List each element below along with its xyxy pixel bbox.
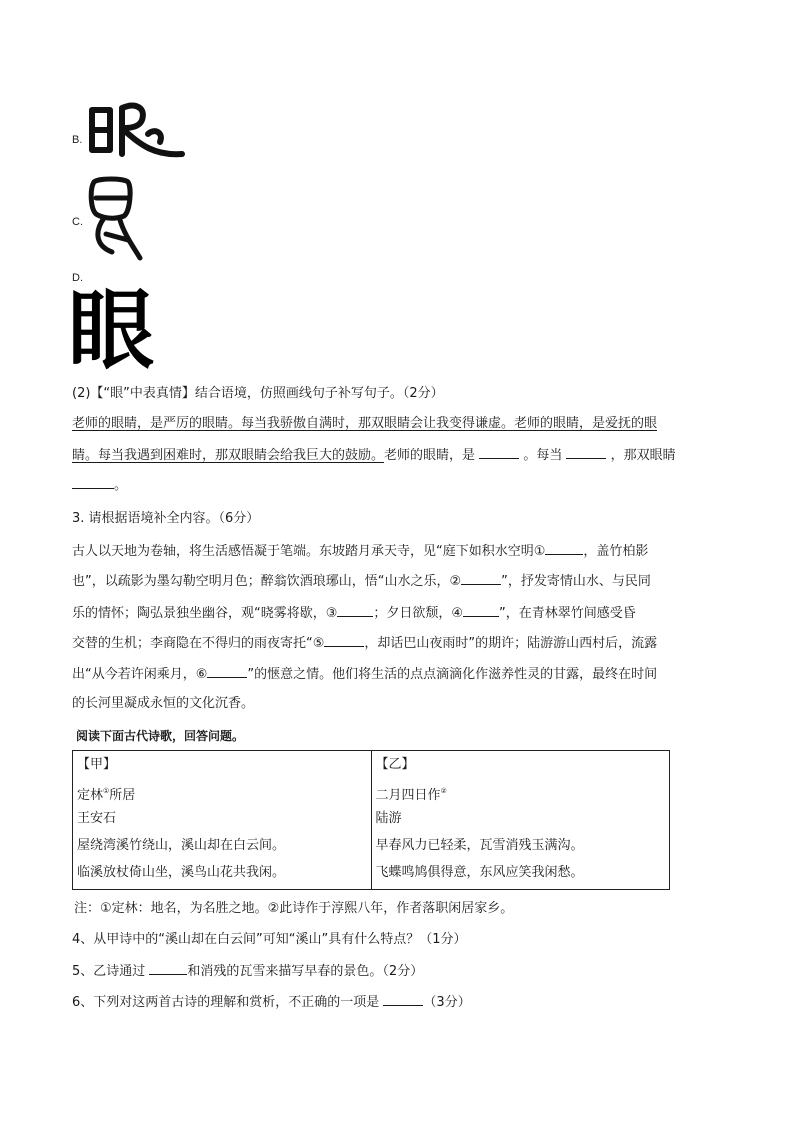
poem-yi-line-1: 早春风力已轻柔，瓦雪消残玉满沟。 (375, 838, 584, 853)
question-6 (72, 993, 471, 1011)
q3-text: ；夕日欲颓，④ (373, 606, 464, 621)
q3-blank-6[interactable] (207, 665, 247, 678)
option-d-label: D. (72, 272, 83, 284)
q6-text: 6、下列对这两首古诗的理解和赏析，不正确的一项是 (72, 995, 380, 1010)
poem-jia-line-2: 临溪放杖倚山坐，溪鸟山花共我闲。 (77, 865, 286, 880)
q3-text: ”，抒发寄情山水、与民同 (501, 574, 651, 589)
q3-text: ”的惬意之情。他们将生活的点点滴滴化作滋养性灵的甘露，最终在时间 (247, 667, 658, 682)
note-marker: ① (103, 787, 110, 795)
note-marker: ② (440, 787, 447, 795)
q5-text: 5、乙诗通过 (72, 964, 146, 979)
q3-blank-4[interactable] (463, 604, 499, 617)
q2-line-3 (72, 476, 127, 494)
q2-blank-1[interactable] (479, 446, 519, 459)
poem-yi-cell (371, 751, 670, 890)
q2-text: 。每当 (523, 448, 563, 463)
q2-heading: (2)【“眼”中表真情】结合语境，仿照画线句子补写句子。（2分） (72, 386, 444, 401)
q3-text: 也”，以疏影为墨勾勒空明月色；醉翁饮酒琅琊山，悟“山水之乐，② (72, 574, 462, 589)
q3-line-5 (72, 665, 657, 683)
poem-jia-title (77, 778, 371, 805)
poem-jia-author: 王安石 (77, 811, 117, 826)
q2-line-2 (72, 446, 676, 464)
poem-yi-tag: 【乙】 (375, 757, 415, 772)
q3-text: 乐的情怀；陶弘景独坐幽谷，观“晓雾将歇，③ (72, 606, 338, 621)
option-c-glyph-image (84, 174, 144, 264)
option-b-label: B. (72, 134, 83, 146)
q3-blank-5[interactable] (324, 634, 364, 647)
q5-text: 和消残的瓦雪来描写早春的景色。（2分） (187, 964, 424, 979)
question-4: 4、从甲诗中的“溪山却在白云间”可知“溪山”具有什么特点？（1分） (72, 932, 467, 947)
poem-jia-line-1: 屋绕湾溪竹绕山，溪山却在白云间。 (77, 838, 286, 853)
q5-blank[interactable] (149, 962, 187, 975)
q3-line-3 (72, 604, 636, 622)
q3-blank-1[interactable] (545, 542, 583, 555)
question-5 (72, 962, 423, 980)
poem-jia-title-text: 定林 (77, 788, 104, 803)
q2-text: 。 (114, 478, 128, 493)
poem-jia-cell (73, 751, 372, 890)
q3-line-2 (72, 572, 651, 590)
q3-text: 交替的生机；李商隐在不得归的雨夜寄托“⑤ (72, 636, 325, 651)
q6-blank[interactable] (383, 993, 423, 1006)
poem-yi-title-text: 二月四日作 (375, 788, 441, 803)
q3-text: ，盖竹柏影 (583, 544, 649, 559)
q3-text: ”，在青林翠竹间感受昏 (499, 606, 636, 621)
poem-yi-line-2: 飞蝶鸣鸠俱得意，东风应笑我闲愁。 (375, 865, 584, 880)
q3-line-6: 的长河里凝成永恒的文化沉香。 (72, 696, 255, 711)
poem-yi-title (376, 778, 670, 805)
poem-note: 注：①定林：地名，为名胜之地。②此诗作于淳熙八年，作者落职闲居家乡。 (74, 901, 514, 916)
q2-underlined-line-1: 老师的眼睛，是严厉的眼睛。每当我骄傲自满时，那双眼睛会让我变得谦虚。老师的眼睛，是爱抚的眼 (72, 416, 658, 431)
reading-heading: 阅读下面古代诗歌，回答问题。 (76, 729, 245, 743)
option-b-glyph-image (84, 98, 188, 168)
q2-text: 老师的眼睛，是 (384, 448, 476, 463)
poem-jia-title-rest: 所居 (109, 788, 136, 803)
option-c-label: C. (72, 216, 83, 228)
q3-blank-3[interactable] (337, 604, 373, 617)
q3-line-4 (72, 634, 657, 652)
option-d-glyph: 眼 (68, 281, 154, 381)
q3-text: ，却话巴山夜雨时”的期许；陆游游山西村后，流露 (364, 636, 658, 651)
q3-line-1 (72, 542, 648, 560)
q2-blank-2[interactable] (566, 446, 606, 459)
q2-text: ，那双眼睛 (610, 448, 676, 463)
q3-text: 出“从今若许闲乘月，⑥ (72, 667, 208, 682)
q2-blank-3[interactable] (72, 476, 114, 489)
poem-table (72, 750, 670, 890)
poem-jia-tag: 【甲】 (77, 757, 117, 772)
q2-underlined-line-2: 睛。每当我遇到困难时，那双眼睛会给我巨大的鼓励。 (72, 448, 385, 463)
q3-text: 古人以天地为卷轴，将生活感悟凝于笔端。东坡踏月承天寺，见“庭下如积水空明① (72, 544, 546, 559)
q3-heading: 3. 请根据语境补全内容。（6分） (72, 511, 260, 526)
q3-blank-2[interactable] (461, 572, 501, 585)
q6-text: （3分） (423, 995, 471, 1010)
poem-yi-author: 陆游 (375, 811, 402, 826)
